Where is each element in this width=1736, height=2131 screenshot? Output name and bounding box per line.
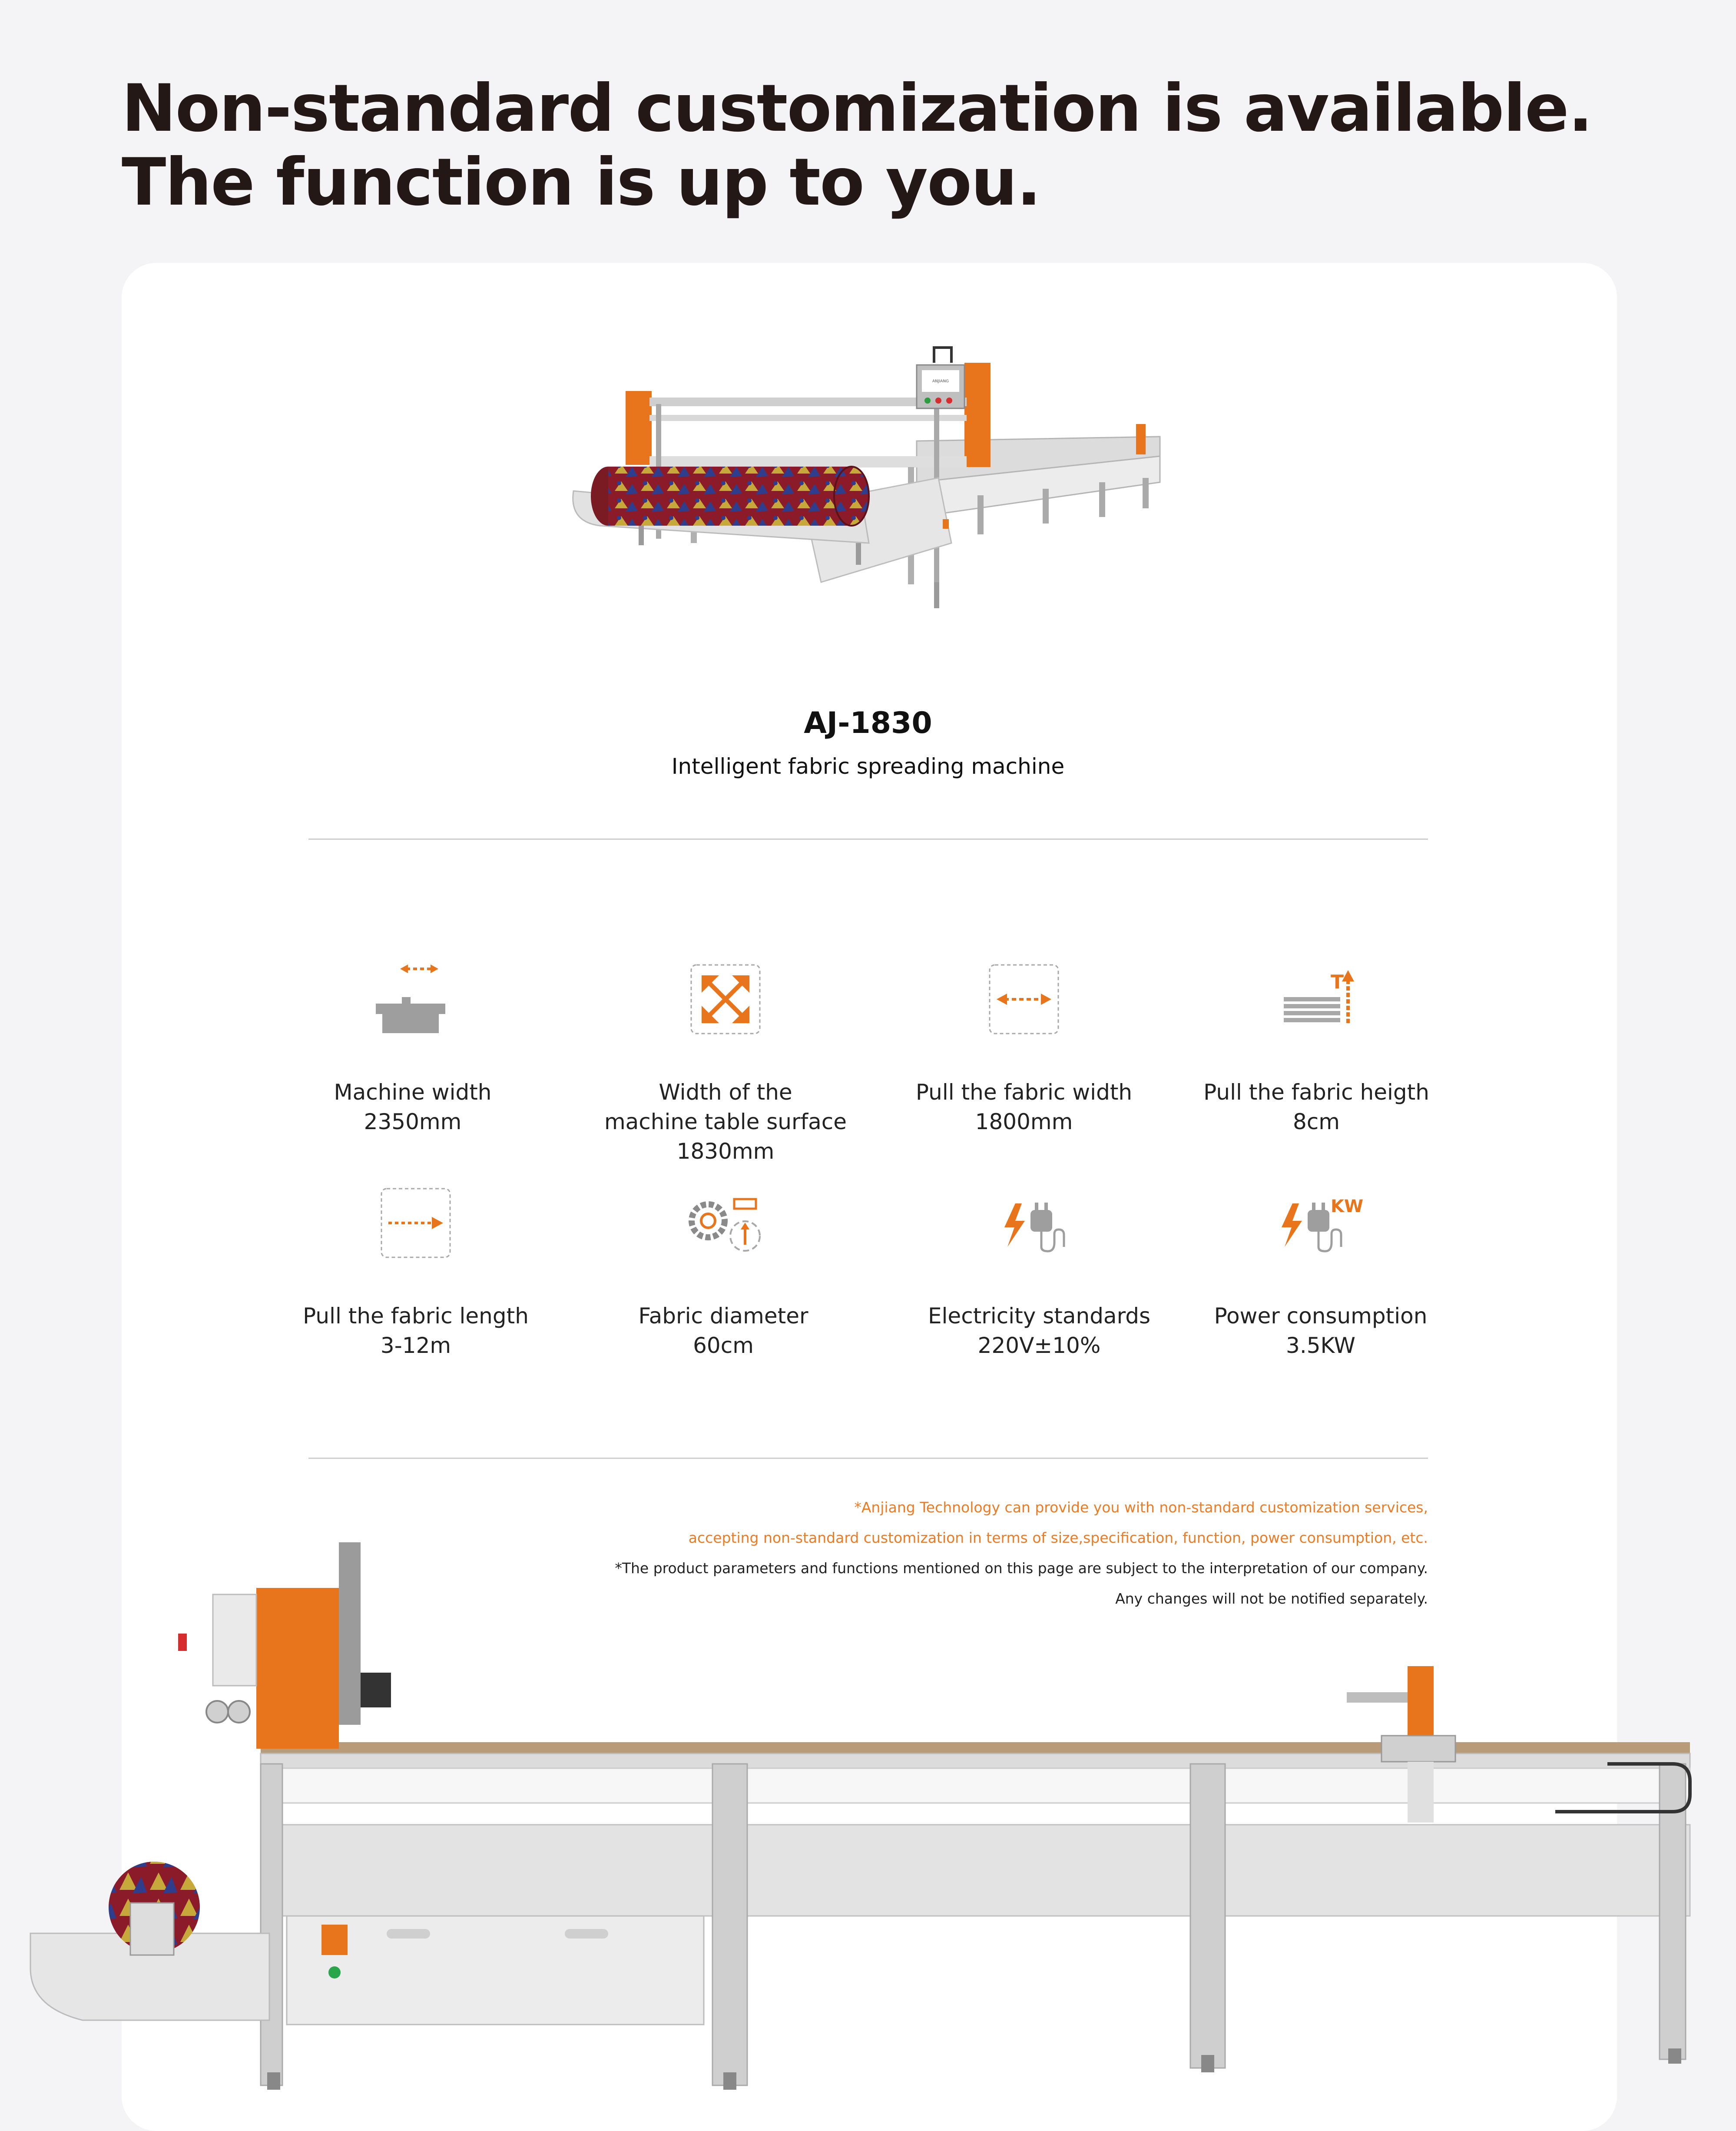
- spec-machine-width: [248, 962, 578, 1137]
- divider-bottom: [308, 1458, 1428, 1459]
- page-headline: [122, 72, 1599, 219]
- spec-label: Width of the: [659, 1080, 792, 1105]
- note-dark-1: *The product parameters and functions mentioned on this page are subject to the interpretation of our company.: [615, 1560, 1428, 1577]
- product-model: AJ-1830: [804, 706, 932, 740]
- spec-fabric-width: [859, 962, 1189, 1137]
- spec-label: Pull the fabric heigth: [1203, 1080, 1429, 1105]
- spec-fabric-diameter: [558, 1186, 888, 1360]
- spec-value: 8cm: [1292, 1109, 1340, 1134]
- note-orange-2: accepting non-standard customization in terms of size,specification, function, power consumption, etc.: [688, 1529, 1428, 1546]
- divider-top: [308, 838, 1428, 840]
- spec-value: 3-12m: [380, 1333, 451, 1358]
- spec-value: 2350mm: [364, 1109, 462, 1134]
- machine-side-view-image: [26, 1529, 1703, 2094]
- spec-value: 60cm: [693, 1333, 754, 1358]
- fabric-width-icon: [987, 962, 1061, 1036]
- fabric-spreading-machine-image: [560, 339, 1169, 660]
- fabric-height-icon: [1275, 962, 1358, 1036]
- spec-fabric-height: [1151, 962, 1481, 1137]
- spec-electricity: [874, 1186, 1204, 1360]
- note-orange-1: *Anjiang Technology can provide you with non-standard customization services,: [854, 1499, 1428, 1516]
- fabric-length-icon: [379, 1186, 453, 1260]
- spec-label: Pull the fabric length: [303, 1303, 529, 1329]
- table-surface-icon: [689, 962, 762, 1036]
- spec-label: Electricity standards: [928, 1303, 1151, 1329]
- spec-power: [1156, 1186, 1486, 1360]
- electricity-icon: [998, 1186, 1080, 1260]
- spec-value: 3.5KW: [1286, 1333, 1355, 1358]
- spec-value: 1800mm: [975, 1109, 1073, 1134]
- spec-label: Pull the fabric width: [915, 1080, 1133, 1105]
- svg-text:KW: KW: [1331, 1196, 1364, 1216]
- power-icon: [1275, 1186, 1366, 1260]
- fabric-diameter-icon: [682, 1186, 765, 1260]
- product-subtitle: Intelligent fabric spreading machine: [671, 754, 1065, 779]
- spec-value: 1830mm: [676, 1139, 775, 1164]
- headline-line-1: Non-standard customization is available.: [122, 71, 1592, 146]
- svg-text:T: T: [1331, 971, 1344, 993]
- spec-label: Machine width: [334, 1080, 492, 1105]
- spec-label-line-2: machine table surface: [604, 1109, 847, 1134]
- spec-value: 220V±10%: [977, 1333, 1101, 1358]
- spec-table-surface: [560, 962, 891, 1166]
- spec-fabric-length: [251, 1186, 581, 1360]
- headline-line-2: The function is up to you.: [122, 145, 1040, 220]
- note-dark-2: Any changes will not be notified separately.: [1115, 1590, 1428, 1607]
- machine-width-icon: [371, 962, 454, 1036]
- spec-label: Power consumption: [1214, 1303, 1428, 1329]
- spec-label: Fabric diameter: [638, 1303, 808, 1329]
- screen-brand: ANJIANG: [932, 379, 949, 384]
